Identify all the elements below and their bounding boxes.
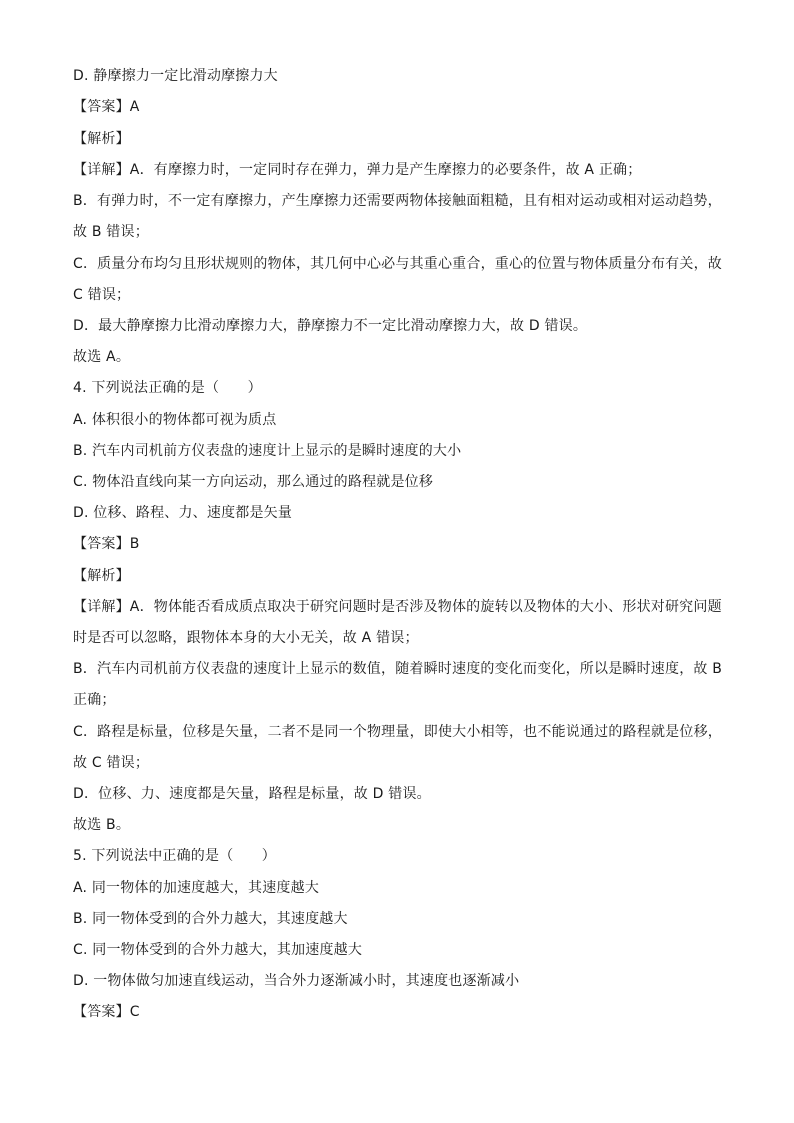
q4-option-b: B. 汽车内司机前方仪表盘的速度计上显示的是瞬时速度的大小 bbox=[73, 443, 462, 459]
q3-option-d: D. 静摩擦力一定比滑动摩擦力大 bbox=[73, 68, 278, 84]
q3-detail-line: B．有弹力时，不一定有摩擦力，产生摩擦力还需要两物体接触面粗糙，且有相对运动或相对运动趋势， bbox=[73, 193, 722, 209]
q5-answer: 【答案】C bbox=[73, 1004, 140, 1020]
q3-answer: 【答案】A bbox=[73, 99, 140, 115]
q4-detail-line: B．汽车内司机前方仪表盘的速度计上显示的数值，随着瞬时速度的变化而变化，所以是瞬时速度，故 B bbox=[73, 661, 723, 677]
q4-detail-line: 故 C 错误； bbox=[73, 755, 150, 771]
q4-detail-line: C．路程是标量，位移是矢量，二者不是同一个物理量，即使大小相等，也不能说通过的路程就是位移， bbox=[73, 724, 722, 740]
q5-option-d: D. 一物体做匀加速直线运动，当合外力逐渐减小时，其速度也逐渐减小 bbox=[73, 973, 520, 989]
q4-answer: 【答案】B bbox=[73, 536, 140, 552]
q5-stem: 5. 下列说法中正确的是（ ） bbox=[73, 848, 277, 864]
q4-detail-line: 【详解】A．物体能否看成质点取决于研究问题时是否涉及物体的旋转以及物体的大小、形状对研究问题 bbox=[73, 599, 722, 615]
q5-option-c: C. 同一物体受到的合外力越大，其加速度越大 bbox=[73, 942, 363, 958]
q3-detail-line: 故 B 错误； bbox=[73, 224, 149, 240]
q3-analysis-heading: 【解析】 bbox=[73, 131, 130, 147]
q3-detail-line: C 错误； bbox=[73, 287, 131, 303]
q4-detail-line: D．位移、力、速度都是矢量，路程是标量，故 D 错误。 bbox=[73, 786, 431, 802]
q4-detail-line: 时是否可以忽略，跟物体本身的大小无关，故 A 错误； bbox=[73, 630, 419, 646]
q3-conclusion: 故选 A。 bbox=[73, 349, 131, 365]
q4-stem: 4. 下列说法正确的是（ ） bbox=[73, 380, 262, 396]
q4-detail-line: 正确； bbox=[73, 692, 116, 708]
q3-detail-line: D．最大静摩擦力比滑动摩擦力大，静摩擦力不一定比滑动摩擦力大，故 D 错误。 bbox=[73, 318, 588, 334]
q3-detail-line: 【详解】A．有摩擦力时，一定同时存在弹力，弹力是产生摩擦力的必要条件，故 A 正确； bbox=[73, 162, 642, 178]
q4-option-c: C. 物体沿直线向某一方向运动，那么通过的路程就是位移 bbox=[73, 474, 434, 490]
q4-conclusion: 故选 B。 bbox=[73, 817, 131, 833]
q5-option-b: B. 同一物体受到的合外力越大，其速度越大 bbox=[73, 911, 348, 927]
q5-option-a: A. 同一物体的加速度越大，其速度越大 bbox=[73, 880, 320, 896]
q4-analysis-heading: 【解析】 bbox=[73, 568, 130, 584]
q3-detail-line: C．质量分布均匀且形状规则的物体，其几何中心必与其重心重合，重心的位置与物体质量分布有关，故 bbox=[73, 256, 722, 272]
q4-option-d: D. 位移、路程、力、速度都是矢量 bbox=[73, 505, 293, 521]
q4-option-a: A. 体积很小的物体都可视为质点 bbox=[73, 412, 277, 428]
